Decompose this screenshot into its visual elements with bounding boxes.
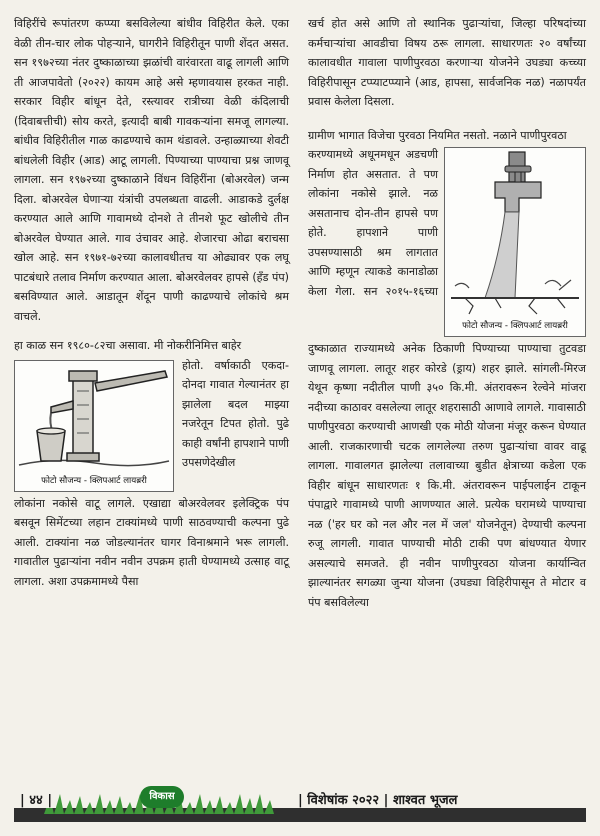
left-column [14, 14, 289, 601]
page-number: | ४४ | [16, 790, 56, 808]
left-photo-caption: फोटो सौजन्य - क्लिपआर्ट लायब्ररी [41, 475, 147, 486]
dry-tap-illustration [445, 148, 585, 318]
issue-title: | विशेषांक २०२२ | शाश्वत भूजल [292, 790, 463, 808]
left-paragraph-2-intro: हा काळ सन १९८०-८२चा असावा. मी नोकरीनिमित्त बाहेर [14, 339, 242, 352]
page-footer [0, 782, 600, 836]
vikas-logo: विकास [140, 786, 184, 808]
right-column [308, 14, 586, 622]
dry-tap-photo [444, 147, 586, 337]
right-photo-caption: फोटो सौजन्य - क्लिपआर्ट लायब्ररी [462, 321, 568, 331]
hand-pump-illustration [15, 361, 173, 473]
hand-pump-photo [14, 360, 174, 492]
left-paragraph-2-wrap: होतो. वर्षाकाठी एकदा-दोनदा गावात गेल्यानंतर हा झालेला बदल माझ्या नजरेतून टिपत होतो. पुढे काही वर्षांनी हापशाने पाणी उपसणेदेखील [182, 358, 289, 469]
right-paragraph-2-intro: ग्रामीण भागात विजेचा पुरवठा नियमित नसतो. नळाने पाणीपुरवठा [308, 128, 567, 142]
right-paragraph-2-rest: दुष्काळात राज्यामध्ये अनेक ठिकाणी पिण्याच्या पाण्याचा तुटवडा जाणवू लागला. लातूर शहर कोरडे (ड्राय) शहर झाले. सांगली-मिरज येथून कृष्णा नदीतील पाणी ३५० कि.मी. अंतरावरून रेल्वेने मांजरा नदीच्या काठावर वसलेल्या लातूर शहरासाठी आणावे लागले. गावासाठी पाणीपुरवठा करण्याची आणखी एक मोठी योजना मंजूर करून घेण्यात आली. राजकारणाची चटक लागलेल्या तरुण पुढाऱ्यांचा वावर वाढू लागला. गावालगत झालेल्या तलावाच्या बुडीत क्षेत्राच्या कडेला एक विहीर बांधून साधारणतः १ कि.मी. अंतरावरून पाईपलाईन टाकून पंपाद्वारे गावामध्ये पाणी आणण्यात आले. प्रत्येक घरामध्ये पाण्याचा नळ ('हर घर को नल और नल में जल' योजनेतून) देण्याची कल्पना रुजू लागली. गावात पाण्याची मोठी टाकी पण बांधण्यात येणार असल्याचे समजते. ही नवीन पाणीपुरवठा योजना कार्यान्वित झाल्यानंतर सगळ्या जुन्या योजना (उघड्या विहिरीपासून ते मोटार व पंप बसविलेल्या [308, 342, 586, 609]
left-paragraph-2-rest: लोकांना नकोसे वाटू लागले. एखाद्या बोअरवेलवर इलेक्ट्रिक पंप बसवून सिमेंटच्या लहान टाक्यांमध्ये पाणी साठवण्याची कल्पना पुढे आली. टाक्यांना नळ जोडल्यानंतर घागर विनाश्रमाने भरू लागली. गावातील पुढाऱ्यांना नवीन नवीन उपक्रम हाती घेण्यामध्ये उत्साह वाटू लागला. अशा उपक्रमामध्ये पैसा [14, 496, 289, 588]
right-paragraph-2-wrap: करण्यामध्ये अधूनमधून अडचणी निर्माण होत असतात. ते पण लोकांना नकोसे झाले. नळ असतानाच दोन-तीन हापसे पण होते. हापशाने पाणी उपसण्यासाठी श्रम लागतात आणि म्हणून त्याकडे कानाडोळा केला गेला. सन २०१५-१६च्या [308, 148, 438, 298]
left-paragraph-1: विहिरींचे रूपांतरण कप्प्या बसविलेल्या बांधीव विहिरीत केले. एका वेळी तीन-चार लोक पोहऱ्याने, घागरीने विहिरीतून पाणी शेंदत असत. सन १९७२च्या नंतर दुष्काळाच्या झळांची वारंवारता वाढू लागली आणि ती आजपावेतो (२०२२) कायम आहे असे म्हणावयास हरकत नाही. सरकार विहीर बांधून देते, रस्त्यावर रात्रीच्या वेळी कंदिलाची (दिवाबत्तीची) सोय करते, इत्यादी बाबी गावकऱ्यांना समजू लागल्या. बांधीव विहिरीतील गाळ काढण्याचे काम थंडावले. उन्हाळ्याच्या शेवटी बांधलेली विहीर (आड) आटू लागली. पिण्याच्या पाण्याचा प्रश्न जाणवू लागला. सन १९७२च्या दुष्काळाने विंधन विहिरींना (बोअरवेल) जन्म दिला. बोअरवेल घेणाऱ्या यंत्रांची उपलब्धता वाढली. आडाकडे दुर्लक्ष करण्यात आले आणि गावामध्ये दोनशे ते तीनशे फूट खोलीचे तीन बोअरवेल घेण्यात आले. गाव उंचावर आहे. शेजारचा ओढा बराचसा खोल आहे. सन १९७१-७२च्या कालावधीतच या ओढ्यावर एक लघू पाटबंधारे तलाव निर्माण करण्यात आला. बोअरवेलवर हापसे (हँड पंप) बसविण्यात आले. आडातून शेंदून पाणी काढण्याचे लोकांचे श्रम वाचले. [14, 17, 289, 323]
right-paragraph-1: खर्च होत असे आणि तो स्थानिक पुढाऱ्यांचा, जिल्हा परिषदांच्या कर्मचाऱ्यांचा आवडीचा विषय ठरू लागला. साधारणतः २० वर्षांच्या कालावधीत गावाला पाणीपुरवठा करणाऱ्या योजनेने उघड्या कच्च्या विहिरीपासून टप्प्याटप्प्याने (आड, हापसा, सार्वजनिक नळ) नळापर्यंत प्रवास केलेला दिसला. [308, 17, 586, 108]
